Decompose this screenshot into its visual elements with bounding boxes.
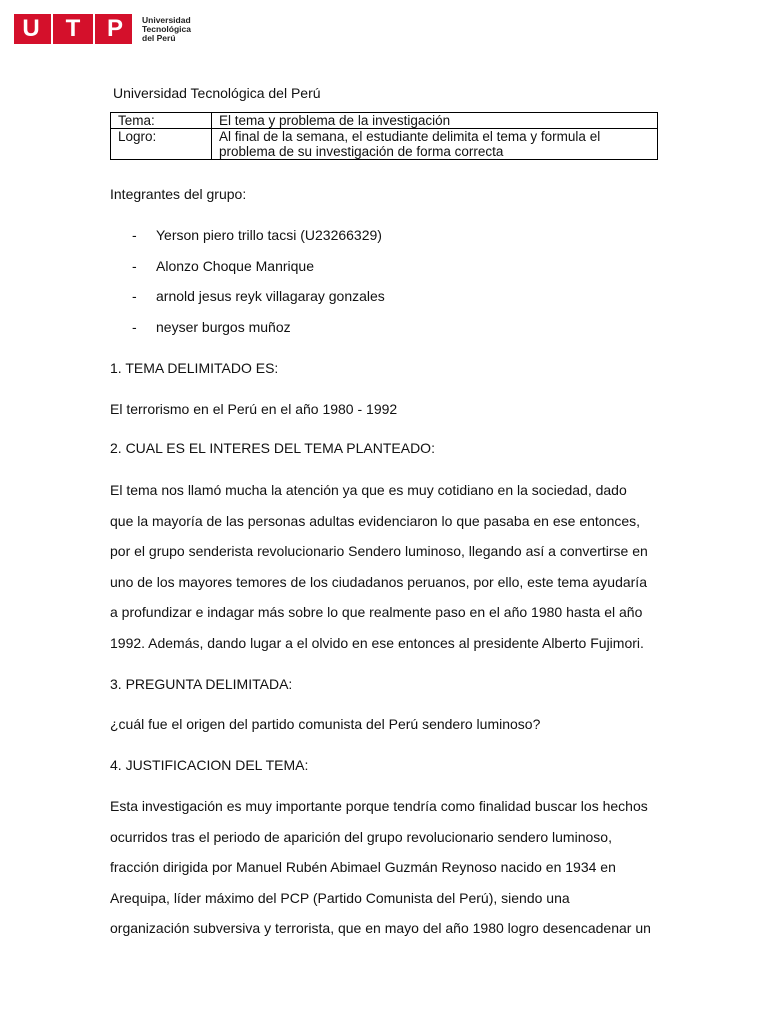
section-1-text: El terrorismo en el Perú en el año 1980 - 1992 [110,401,398,417]
paragraph-line: que la mayoría de las personas adultas evidenciaron lo que pasaba en ese entonces, [110,512,641,529]
logo-letter-u: U [22,15,40,42]
university-name: Universidad Tecnológica del Perú [113,85,321,101]
paragraph-line: Esta investigación es muy importante porque tendría como finalidad buscar los hechos [110,798,648,814]
logro-value: Al final de la semana, el estudiante delimita el tema y formula el problema de su investigación de forma correcta [212,129,658,160]
bullet-dash: - [132,319,137,335]
bullet-dash: - [132,258,137,274]
logo-text-line: Universidad [142,14,191,25]
section-4-paragraph [110,798,670,951]
paragraph-line: ocurridos tras el periodo de aparición del grupo revolucionario sendero luminoso, [110,828,612,845]
logo-wordmark [142,16,191,43]
paragraph-line: Arequipa, líder máximo del PCP (Partido Comunista del Perú), siendo una [110,889,570,906]
paragraph-line: El tema nos llamó mucha la atención ya que es muy cotidiano en la sociedad, dado [110,482,627,498]
utp-logo [14,14,191,44]
section-2-heading: 2. CUAL ES EL INTERES DEL TEMA PLANTEADO: [110,440,435,456]
paragraph-line: organización subversiva y terrorista, que en mayo del año 1980 logro desencadenar un [110,920,651,937]
paragraph-line: 1992. Además, dando lugar a el olvido en ese entonces al presidente Alberto Fujimori. [110,634,644,651]
member-name: arnold jesus reyk villagaray gonzales [156,288,385,304]
info-table [110,112,658,160]
member-name: Alonzo Choque Manrique [156,258,314,274]
bullet-dash: - [132,288,137,304]
section-4-heading: 4. JUSTIFICACION DEL TEMA: [110,757,309,773]
logo-letter-t: T [65,15,81,42]
paragraph-line: uno de los mayores temores de los ciudadanos peruanos, por ello, este tema ayudaría [110,573,647,590]
member-name: Yerson piero trillo tacsi (U23266329) [156,227,382,243]
logo-separator [51,14,53,44]
table-row [111,129,658,160]
paragraph-line: fracción dirigida por Manuel Rubén Abimael Guzmán Reynoso nacido en 1934 en [110,859,616,876]
section-2-paragraph [110,482,670,666]
paragraph-line: a profundizar e indagar más sobre lo que realmente paso en el año 1980 hasta el año [110,604,643,621]
tema-value: El tema y problema de la investigación [212,113,658,129]
group-heading: Integrantes del grupo: [110,186,247,202]
list-item [132,288,385,304]
logo-letter-p: P [106,15,123,42]
section-3-text: ¿cuál fue el origen del partido comunista del Perú sendero luminoso? [110,716,541,732]
logo-text-line: Tecnológica [142,23,191,34]
list-item [132,319,291,335]
member-name: neyser burgos muñoz [156,319,291,335]
section-1-heading: 1. TEMA DELIMITADO ES: [110,360,279,376]
logo-red-bar [14,14,132,44]
bullet-dash: - [132,227,137,243]
list-item [132,227,382,243]
list-item [132,258,314,274]
tema-label: Tema: [111,113,212,129]
table-row [111,113,658,129]
logro-label: Logro: [111,129,212,160]
logo-text-line: del Perú [142,32,176,43]
logo-separator [93,14,95,44]
paragraph-line: por el grupo senderista revolucionario Sendero luminoso, llegando así a convertirse en [110,543,648,560]
section-3-heading: 3. PREGUNTA DELIMITADA: [110,676,293,692]
